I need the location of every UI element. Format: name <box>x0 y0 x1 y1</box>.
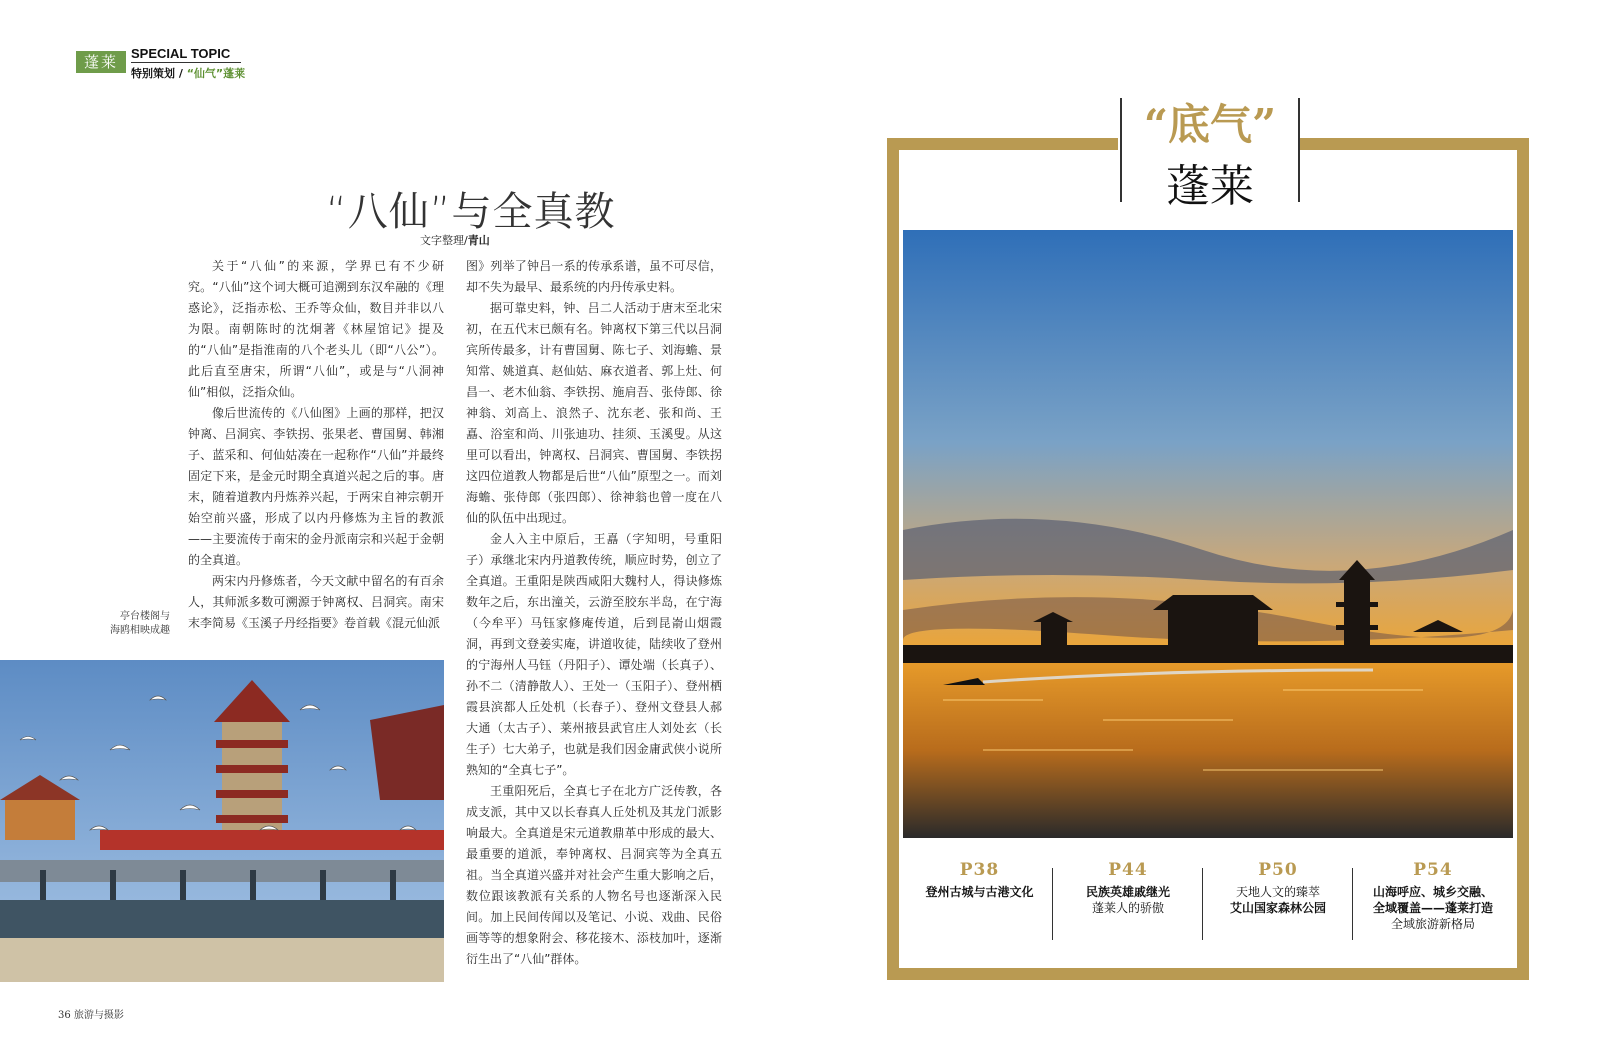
photo-caption-line: 亭台楼阁与 <box>120 611 170 622</box>
toc-page-number: P38 <box>959 860 1000 880</box>
toc-title <box>1358 884 1508 932</box>
toc-page-number: P50 <box>1258 860 1298 880</box>
toc-page-number: P54 <box>1413 860 1453 880</box>
paragraph: 两宋内丹修炼者，今天文献中留名的有百余人，其师派多数可溯源于钟离权、吕洞宾。南宋末李简易《玉溪子丹经指要》卷首载《混元仙派 <box>188 574 444 630</box>
paragraph: 据可靠史料，钟、吕二人活动于唐末至北宋初，在五代末已颇有名。钟离权下第三代以吕洞宾所传最多，计有曹国舅、陈七子、刘海蟾、景知常、姚道真、赵仙姑、麻衣道者、郭上灶、何昌一、老木仙翁、李铁拐、施肩吾、张侍郎、徐神翁、刘高上、浪然子、沈东老、张和尚、王嚞、浴室和尚、川张迪功、挂须、玉溪叟。从这里可以看出，钟离权、吕洞宾、曹国舅、李铁拐这四位道教人物都是后世“八仙”原型之一。而刘海蟾、张侍郎（张四郎）、徐神翁也曾一度在八仙的队伍中出现过。 <box>466 301 722 525</box>
byline-author: 青山 <box>467 234 490 247</box>
section-rule <box>131 62 241 63</box>
photo-caption-line: 海鸥相映成趣 <box>110 625 170 636</box>
title-divider-left <box>1120 98 1122 202</box>
paragraph: 图》列举了钟吕一系的传承系谱，虽不可尽信，却不失为最早、最系统的内丹传承史料。 <box>466 259 722 294</box>
byline <box>420 232 490 248</box>
page-footer <box>58 1006 124 1021</box>
toc-item[interactable] <box>912 860 1047 946</box>
section-label-highlight: “仙气”蓬莱 <box>186 67 246 80</box>
article-title: “八仙”与全真教 <box>326 189 616 235</box>
toc-title-line: 艾山国家森林公园 <box>1229 901 1326 915</box>
paragraph: 王重阳死后，全真七子在北方广泛传教，各成支派，其中又以长春真人丘处机及其龙门派影响最大。全真道是宋元道教鼎革中形成的最大、最重要的道派，奉钟离权、吕洞宾等为全真五祖。当全真道兴盛并对社会产生重大影响之后，数位跟该教派有关系的人物名号也逐渐深入民间。加上民间传闻以及笔记、小说、戏曲、民俗画等等的想象附会、移花接木、添枝加叶，逐渐衍生出了“八仙”群体。 <box>466 784 722 966</box>
section-label-prefix: 特别策划 / <box>131 67 187 80</box>
section-label-cn <box>131 65 245 81</box>
toc-item[interactable] <box>1058 860 1198 946</box>
toc-title-line: 天地人文的臻萃 <box>1235 885 1320 899</box>
section-logo: 蓬莱 <box>76 51 126 73</box>
toc-item[interactable] <box>1358 860 1508 946</box>
toc-divider <box>1052 868 1053 940</box>
photo-caption <box>108 610 170 638</box>
toc-page-number: P44 <box>1108 860 1148 880</box>
paragraph: 金人入主中原后，王嚞（字知明，号重阳子）承继北宋内丹道教传统，顺应时势，创立了全真道。王重阳是陕西咸阳大魏村人，得诀修炼数年之后，东出潼关，云游至胶东半岛，在宁海（今牟平）马钰家修庵传道，后到昆嵛山烟霞洞，再到文登姜实庵，讲道收徒，陆续收了登州的宁海州人马钰（丹阳子）、谭处端（长真子）、孙不二（清静散人）、王处一（玉阳子）、登州栖霞县滨都人丘处机（长春子）、登州文登县人郝大通（太古子）、莱州掖县武官庄人刘处玄（长生子）七大弟子，也就是我们因金庸武侠小说所熟知的“全真七子”。 <box>466 532 722 777</box>
toc-title-line: 全域旅游新格局 <box>1390 917 1475 931</box>
toc-divider <box>1352 868 1353 940</box>
toc-divider <box>1202 868 1203 940</box>
pagoda-seagull-photo <box>0 660 444 982</box>
toc-title <box>912 884 1047 900</box>
feature-title-quote: “底气” <box>1143 100 1277 149</box>
toc-title-line: 登州古城与古港文化 <box>925 885 1034 899</box>
toc-title-line: 全域覆盖——蓬莱打造 <box>1372 901 1493 915</box>
title-divider-right <box>1298 98 1300 202</box>
section-label-en: SPECIAL TOPIC <box>131 46 231 61</box>
sunset-penglai-photo <box>903 230 1513 838</box>
text-column-2 <box>466 256 722 970</box>
paragraph: 关于“八仙”的来源，学界已有不少研究。“八仙”这个词大概可追溯到东汉牟融的《理惑论》，泛指赤松、王乔等众仙，数目并非以八为限。南朝陈时的沈炯著《林屋馆记》提及的“八仙”是指淮南的八个老头儿（即“八公”）。此后直至唐宋，所谓“八仙”，或是与“八洞神仙”相似，泛指众仙。 <box>188 259 444 399</box>
toc-item[interactable] <box>1208 860 1348 946</box>
text-column-1 <box>188 256 444 634</box>
toc-title-line: 山海呼应、城乡交融、 <box>1372 885 1493 899</box>
toc-title <box>1208 884 1348 916</box>
feature-title-main: 蓬莱 <box>1166 161 1254 212</box>
paragraph: 像后世流传的《八仙图》上画的那样，把汉钟离、吕洞宾、李铁拐、张果老、曹国舅、韩湘子、蓝采和、何仙姑凑在一起称作“八仙”并最终固定下来，是金元时期全真道兴起之后的事。唐末，随着道教内丹炼养兴起，于两宋自神宗朝开始空前兴盛，形成了以内丹修炼为主旨的教派——主要流传于南宋的金丹派南宗和兴起于金朝的全真道。 <box>188 406 444 567</box>
magazine-name: 旅游与摄影 <box>73 1010 124 1021</box>
page-number: 36 <box>58 1010 71 1021</box>
toc-title-line: 蓬莱人的骄傲 <box>1091 901 1164 915</box>
byline-prefix: 文字整理/ <box>420 234 468 247</box>
toc-title-line: 民族英雄戚继光 <box>1085 885 1170 899</box>
toc-title <box>1058 884 1198 916</box>
